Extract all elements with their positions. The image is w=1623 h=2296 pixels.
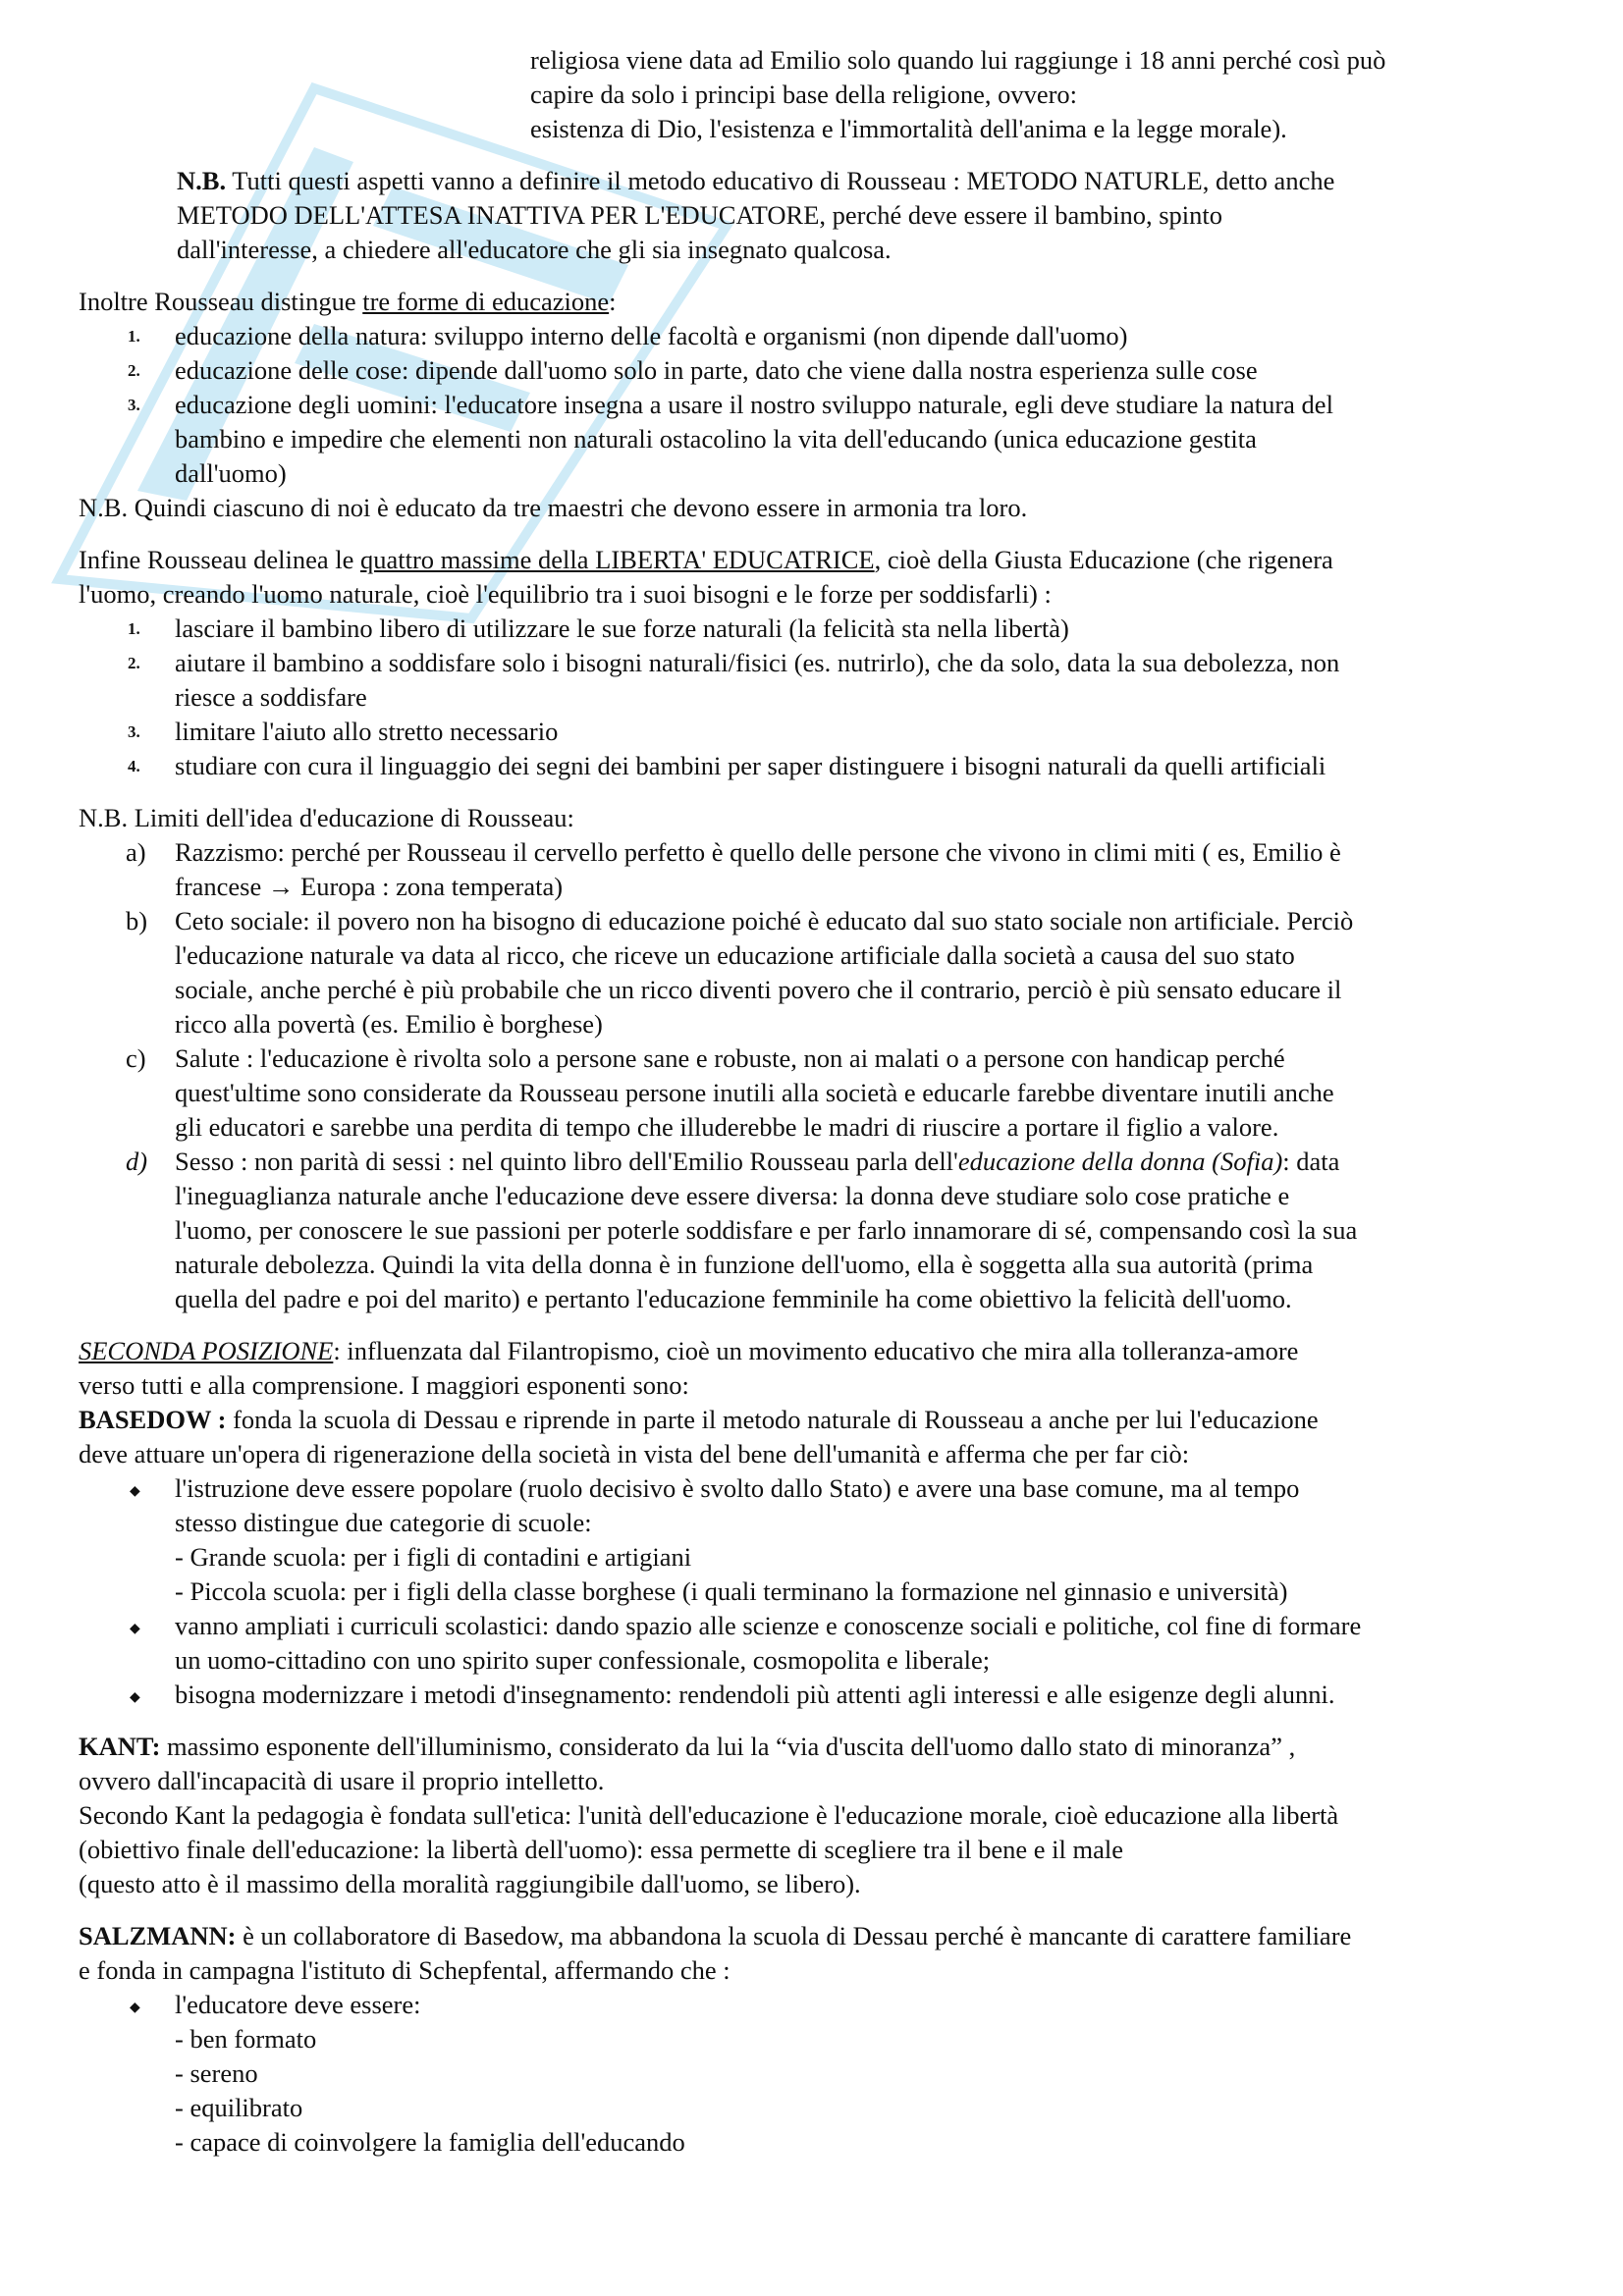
list-item-text: l'educazione naturale va data al ricco, che riceve un educazione artificiale dalla società a causa del suo stato: [175, 940, 1295, 970]
limits-list: [79, 835, 1551, 1316]
list-number: 1.: [128, 327, 140, 346]
list-item-text: Sesso : non parità di sessi : nel quinto libro dell'Emilio Rousseau parla dell': [175, 1147, 958, 1176]
salzmann-section: [79, 1919, 1551, 2160]
list-item: [79, 749, 1551, 783]
section-heading: SECONDA POSIZIONE: [79, 1336, 334, 1365]
list-item: [79, 715, 1551, 749]
section-keyword: tre forme di educazione: [362, 287, 610, 316]
author-text: (obiettivo finale dell'educazione: la libertà dell'uomo): essa permette di scegliere tra il bene e il male: [79, 1835, 1123, 1864]
list-item: [79, 1988, 1551, 2160]
intro-line: esistenza di Dio, l'esistenza e l'immortalità dell'anima e la legge morale).: [530, 114, 1287, 143]
list-item-text: l'educatore deve essere:: [175, 1990, 421, 2019]
list-item: [79, 1609, 1551, 1678]
list-item: [79, 1145, 1551, 1316]
list-item-text: quella del padre e poi del marito) e pertanto l'educazione femminile ha come obiettivo la felicità dell'uomo.: [175, 1284, 1292, 1313]
list-item-text: - Grande scuola: per i figli di contadini e artigiani: [175, 1542, 692, 1572]
list-item-text: gli educatori e sarebbe una perdita di tempo che illuderebbe le madri di riuscire a portare il figlio a valore.: [175, 1112, 1279, 1142]
list-letter: c): [126, 1043, 146, 1073]
nb-method-paragraph: [79, 164, 1551, 267]
nb-line: dall'interesse, a chiedere all'educatore che gli sia insegnato qualcosa.: [177, 235, 892, 264]
list-item: [79, 353, 1551, 388]
list-item: [79, 319, 1551, 353]
nb-line: Tutti questi aspetti vanno a definire il metodo educativo di Rousseau : METODO NATURLE, detto anche: [226, 166, 1335, 195]
diamond-bullet-icon: ◆: [130, 1484, 140, 1499]
section-keyword: quattro massime della LIBERTA' EDUCATRICE: [359, 545, 875, 574]
list-item-text: bambino e impedire che elementi non naturali ostacolino la vita dell'educando (unica educazione gestita: [175, 424, 1257, 454]
list-item-text: - Piccola scuola: per i figli della classe borghese (i quali terminano la formazione nel ginnasio e università): [175, 1576, 1288, 1606]
second-position-section: [79, 1334, 1551, 1712]
list-item-text: l'uomo, per conoscere le sue passioni per poterle soddisfare e per farlo innamorare di sé, compensando così la sua: [175, 1215, 1358, 1245]
list-item-text: Razzismo: perché per Rousseau il cervello perfetto è quello delle persone che vivono in climi miti ( es, Emilio è: [175, 837, 1341, 867]
intro-line: religiosa viene data ad Emilio solo quando lui raggiunge i 18 anni perché così può: [530, 45, 1386, 75]
list-item: [79, 1471, 1551, 1609]
list-item-text: riesce a soddisfare: [175, 682, 367, 712]
list-letter: b): [126, 906, 148, 935]
four-maxims-list: [79, 612, 1551, 783]
author-name: KANT:: [79, 1732, 161, 1761]
author-name: SALZMANN:: [79, 1921, 237, 1950]
list-item-text: bisogna modernizzare i metodi d'insegnamento: rendendoli più attenti agli interessi e alle esigenze degli alunni.: [175, 1680, 1335, 1709]
list-item-text: dall'uomo): [175, 458, 287, 488]
list-number: 3.: [128, 396, 140, 414]
three-forms-list: [79, 319, 1551, 491]
list-item-text: lasciare il bambino libero di utilizzare le sue forze naturali (la felicità sta nella libertà): [175, 614, 1069, 643]
list-item-text: - capace di coinvolgere la famiglia dell'educando: [175, 2127, 685, 2157]
list-item-text: educazione delle cose: dipende dall'uomo solo in parte, dato che viene dalla nostra esperienza sulle cose: [175, 355, 1258, 385]
list-item-text: l'ineguaglianza naturale anche l'educazione deve essere diversa: la donna deve studiare solo cose pratiche e: [175, 1181, 1290, 1210]
list-number: 1.: [128, 619, 140, 638]
section-title: N.B. Limiti dell'idea d'educazione di Rousseau:: [79, 803, 574, 832]
section-intro: l'uomo, creando l'uomo naturale, cioè l'equilibrio tra i suoi bisogni e le forze per soddisfarli) :: [79, 579, 1052, 609]
list-item-text: studiare con cura il linguaggio dei segni dei bambini per saper distinguere i bisogni naturali da quelli artificiali: [175, 751, 1326, 780]
punct: :: [609, 287, 617, 316]
list-item-text: - sereno: [175, 2058, 258, 2088]
salzmann-list: [79, 1988, 1551, 2160]
section-intro: Infine Rousseau delinea le: [79, 545, 360, 574]
author-text: Secondo Kant la pedagogia è fondata sull'etica: l'unità dell'educazione è l'educazione morale, cioè educazione alla libertà: [79, 1800, 1339, 1830]
diamond-bullet-icon: ◆: [130, 1690, 140, 1705]
list-item-text: quest'ultime sono considerate da Rousseau persone inutili alla società e educarle farebbe diventare inutili anche: [175, 1078, 1334, 1107]
list-item-text: educazione della natura: sviluppo interno delle facoltà e organismi (non dipende dall'uomo): [175, 321, 1128, 350]
list-number: 3.: [128, 722, 140, 741]
author-name: BASEDOW :: [79, 1405, 227, 1434]
list-item-text: Ceto sociale: il povero non ha bisogno di educazione poiché è educato dal suo stato sociale non artificiale. Perciò: [175, 906, 1354, 935]
list-item: [79, 835, 1551, 904]
list-item: [79, 1041, 1551, 1145]
author-text: deve attuare un'opera di rigenerazione della società in vista del bene dell'umanità e afferma che per far ciò:: [79, 1439, 1190, 1468]
basedow-list: [79, 1471, 1551, 1712]
limits-section: [79, 801, 1551, 1316]
list-item: [79, 904, 1551, 1041]
diamond-bullet-icon: ◆: [130, 1622, 140, 1636]
document-content: [79, 43, 1551, 2160]
list-item-text: aiutare il bambino a soddisfare solo i bisogni naturali/fisici (es. nutrirlo), che da solo, data la sua debolezza, non: [175, 648, 1340, 677]
italic-term: educazione della donna (Sofia): [957, 1147, 1283, 1176]
list-item-text: un uomo-cittadino con uno spirito super confessionale, cosmopolita e liberale;: [175, 1645, 991, 1675]
nb-note: N.B. Quindi ciascuno di noi è educato da tre maestri che devono essere in armonia tra loro.: [79, 493, 1028, 522]
kant-section: [79, 1730, 1551, 1901]
list-item-text: limitare l'aiuto allo stretto necessario: [175, 717, 559, 746]
diamond-bullet-icon: ◆: [130, 2001, 140, 2015]
list-item: [79, 646, 1551, 715]
list-number: 4.: [128, 757, 140, 775]
list-item-text: francese → Europa : zona temperata): [175, 872, 564, 901]
list-item: [79, 612, 1551, 646]
list-item-text: stesso distingue due categorie di scuole:: [175, 1508, 592, 1537]
list-item-text: - ben formato: [175, 2024, 317, 2054]
four-maxims-section: [79, 543, 1551, 783]
section-text: : influenzata dal Filantropismo, cioè un movimento educativo che mira alla tolleranza-amore: [333, 1336, 1299, 1365]
author-text: massimo esponente dell'illuminismo, considerato da lui la “via d'uscita dell'uomo dallo stato di minoranza” ,: [160, 1732, 1296, 1761]
list-letter: a): [126, 837, 146, 867]
section-intro: Inoltre Rousseau distingue: [79, 287, 363, 316]
list-item-text: educazione degli uomini: l'educatore insegna a usare il nostro sviluppo naturale, egli deve studiare la natura del: [175, 390, 1333, 419]
list-item: [79, 388, 1551, 491]
author-text: (questo atto è il massimo della moralità raggiungibile dall'uomo, se libero).: [79, 1869, 861, 1898]
author-text: ovvero dall'incapacità di usare il proprio intelletto.: [79, 1766, 605, 1795]
list-letter: d): [126, 1147, 148, 1176]
list-item: [79, 1678, 1551, 1712]
author-text: fonda la scuola di Dessau e riprende in parte il metodo naturale di Rousseau a anche per lui l'educazione: [226, 1405, 1319, 1434]
three-forms-section: [79, 285, 1551, 525]
section-text: verso tutti e alla comprensione. I maggiori esponenti sono:: [79, 1370, 689, 1400]
list-item-text: : data: [1282, 1147, 1340, 1176]
intro-paragraph: [79, 43, 1551, 146]
list-item-text: - equilibrato: [175, 2093, 303, 2122]
nb-label: N.B.: [177, 166, 227, 195]
list-item-text: l'istruzione deve essere popolare (ruolo decisivo è svolto dallo Stato) e avere una base comune, ma al tempo: [175, 1473, 1300, 1503]
author-text: e fonda in campagna l'istituto di Schepfental, affermando che :: [79, 1955, 730, 1985]
section-intro: , cioè della Giusta Educazione (che rigenera: [874, 545, 1333, 574]
list-item-text: vanno ampliati i curriculi scolastici: dando spazio alle scienze e conoscenze sociali e politiche, col fine di formare: [175, 1611, 1362, 1640]
list-number: 2.: [128, 361, 140, 380]
list-item-text: ricco alla povertà (es. Emilio è borghese): [175, 1009, 603, 1039]
list-number: 2.: [128, 654, 140, 672]
intro-line: capire da solo i principi base della religione, ovvero:: [530, 80, 1078, 109]
nb-line: METODO DELL'ATTESA INATTIVA PER L'EDUCATORE, perché deve essere il bambino, spinto: [177, 200, 1223, 230]
list-item-text: sociale, anche perché è più probabile che un ricco diventi povero che il contrario, perciò è più sensato educare il: [175, 975, 1342, 1004]
list-item-text: naturale debolezza. Quindi la vita della donna è in funzione dell'uomo, ella è soggetta alla sua autorità (prima: [175, 1250, 1314, 1279]
list-item-text: Salute : l'educazione è rivolta solo a persone sane e robuste, non ai malati o a persone con handicap perché: [175, 1043, 1285, 1073]
author-text: è un collaboratore di Basedow, ma abbandona la scuola di Dessau perché è mancante di carattere familiare: [236, 1921, 1352, 1950]
